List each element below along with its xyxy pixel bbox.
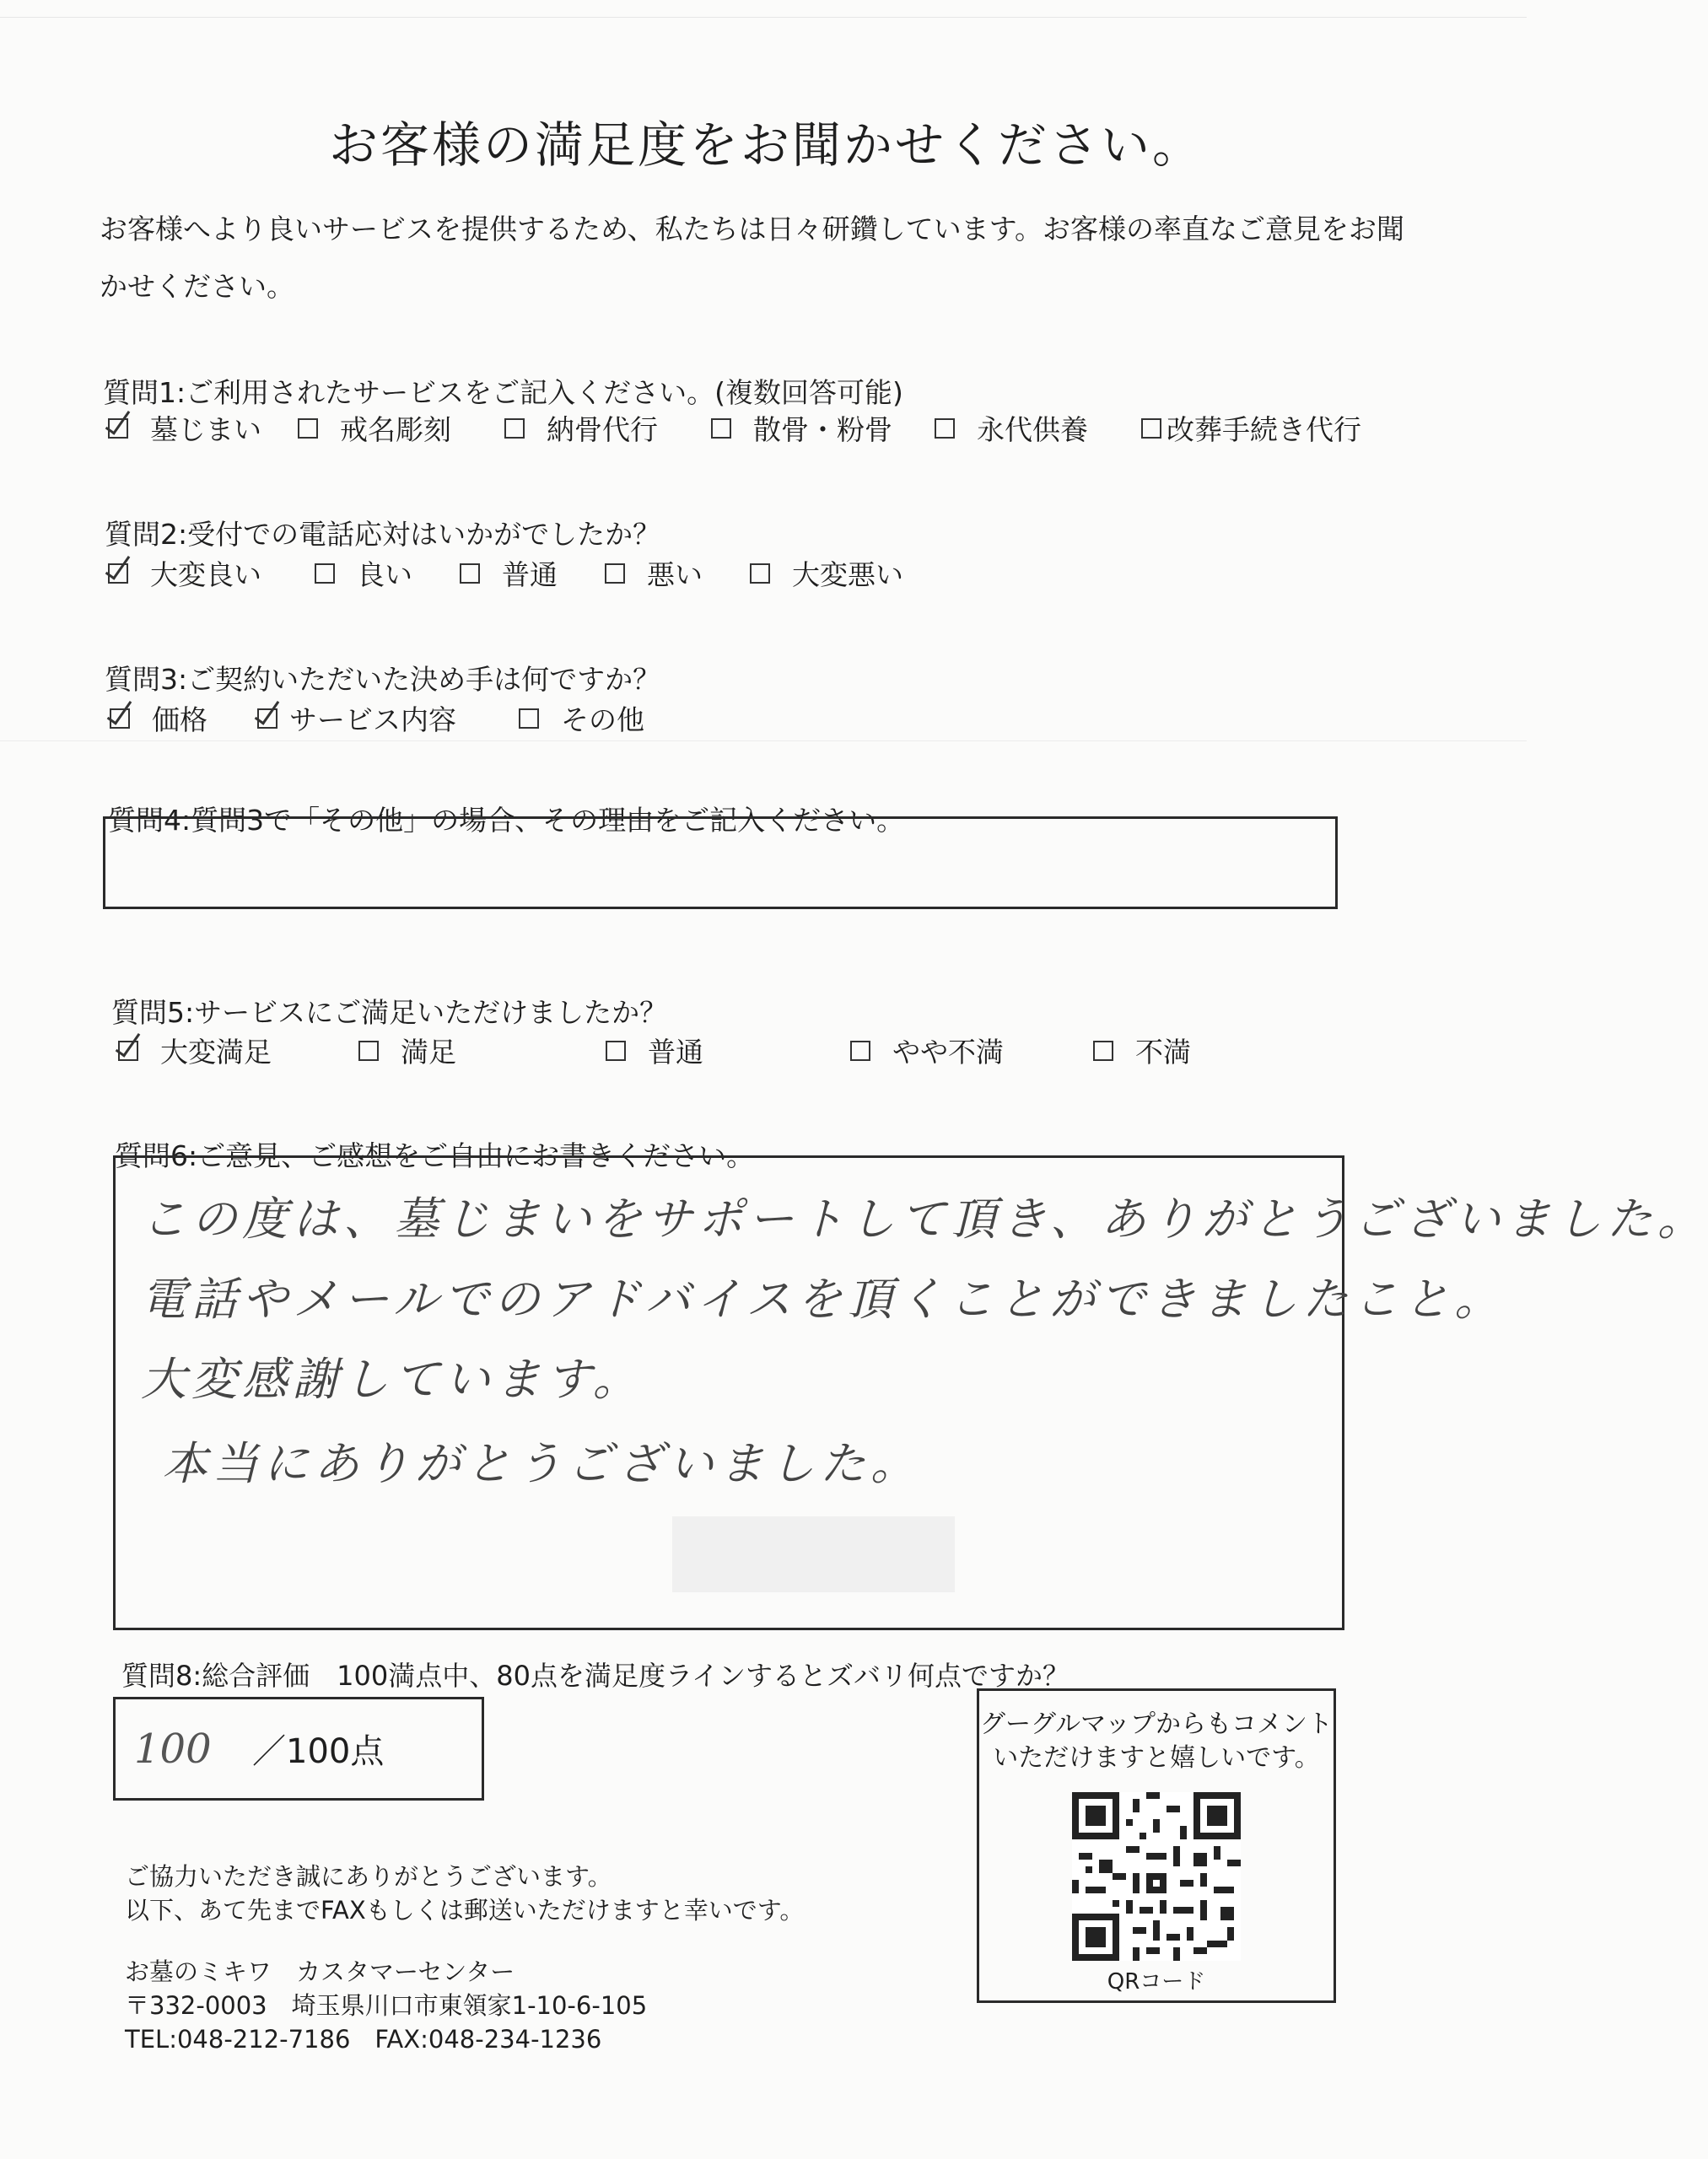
q1-option-label: 改葬手続き代行 — [1167, 413, 1361, 446]
q4-answer-field[interactable] — [103, 816, 1338, 909]
q5-option[interactable] — [118, 1031, 358, 1070]
q1-checkbox-5[interactable] — [1141, 418, 1161, 439]
q2-option-label: 良い — [357, 558, 412, 591]
q1-option[interactable] — [1141, 408, 1361, 448]
q5-checkbox-3[interactable] — [850, 1041, 870, 1061]
footer-address: 〒332-0003 埼玉県川口市東領家1-10-6-105 — [125, 1991, 648, 2020]
q3-options — [110, 698, 644, 738]
q5-option[interactable] — [358, 1031, 606, 1070]
q2-checkbox-2[interactable] — [460, 563, 480, 584]
q1-options — [108, 408, 1361, 448]
q3-label: 質問3:ご契約いただいた決め手は何ですか？ — [105, 663, 661, 696]
q6-line-3: 大変感謝しています。 — [141, 1353, 644, 1406]
q1-option[interactable] — [711, 408, 935, 448]
q3-option-label: 価格 — [152, 703, 207, 736]
q2-option-label: 大変悪い — [792, 558, 903, 591]
q2-option-label: 大変良い — [150, 558, 261, 591]
q5-checkbox-4[interactable] — [1093, 1041, 1113, 1061]
q6-label: 質問6:ご意見、ご感想をご自由にお書きください。 — [115, 1139, 755, 1172]
scan-edge — [0, 740, 1527, 741]
q2-checkbox-4[interactable] — [750, 563, 770, 584]
q3-checkbox-0[interactable] — [110, 708, 130, 729]
scan-edge — [0, 17, 1527, 18]
q1-checkbox-1[interactable] — [298, 418, 318, 439]
q5-checkbox-0[interactable] — [118, 1041, 138, 1061]
q3-option[interactable] — [110, 698, 257, 738]
q3-option[interactable] — [257, 698, 519, 738]
footer-thanks: ご協力いただき誠にありがとうございます。 — [125, 1862, 612, 1891]
q3-option-label: その他 — [561, 703, 644, 736]
q2-option[interactable] — [315, 553, 460, 593]
q2-option[interactable] — [605, 553, 750, 593]
q5-options — [118, 1031, 1191, 1070]
q1-option[interactable] — [504, 408, 711, 448]
q5-option-label: やや不満 — [892, 1036, 1004, 1069]
q1-option-label: 納骨代行 — [547, 413, 658, 446]
q5-label: 質問5:サービスにご満足いただけましたか？ — [111, 996, 668, 1029]
q5-option-label: 大変満足 — [160, 1036, 272, 1069]
footer-contact: TEL:048-212-7186 FAX:048-234-1236 — [125, 2025, 602, 2054]
q1-checkbox-3[interactable] — [711, 418, 731, 439]
q5-option[interactable] — [1093, 1031, 1191, 1070]
q2-option[interactable] — [750, 553, 903, 593]
q8-score-value: 100 — [134, 1725, 212, 1773]
q5-checkbox-1[interactable] — [358, 1041, 379, 1061]
q1-checkbox-4[interactable] — [935, 418, 955, 439]
q2-label: 質問2:受付での電話応対はいかがでしたか？ — [105, 518, 661, 551]
q6-line-1: この度は、墓じまいをサポートして頂き、ありがとうございました。 — [141, 1193, 1708, 1246]
q3-option[interactable] — [519, 698, 644, 738]
q5-option-label: 不満 — [1135, 1036, 1191, 1069]
q3-checkbox-2[interactable] — [519, 708, 539, 729]
q8-score-unit: ／100点 — [252, 1732, 385, 1771]
qr-code-image[interactable] — [1072, 1792, 1241, 1961]
q3-checkbox-1[interactable] — [257, 708, 277, 729]
q8-score-box[interactable] — [113, 1697, 484, 1801]
q8-label: 質問8:総合評価 100満点中、80点を満足度ラインするとズバリ何点ですか？ — [121, 1660, 1070, 1692]
footer-instruction: 以下、あて先までFAXもしくは郵送いただけますと幸いです。 — [125, 1896, 805, 1925]
q5-checkbox-2[interactable] — [606, 1041, 626, 1061]
q5-option-label: 普通 — [648, 1036, 703, 1069]
footer-org: お墓のミキワ カスタマーセンター — [125, 1957, 515, 1986]
q1-option[interactable] — [935, 408, 1141, 448]
q1-option-label: 散骨・粉骨 — [753, 413, 892, 446]
redacted-area — [672, 1516, 955, 1592]
q2-option-label: 悪い — [647, 558, 703, 591]
qr-caption: グーグルマップからもコメントいただけますと嬉しいです。 — [980, 1709, 1333, 1773]
q6-comment-box[interactable] — [113, 1155, 1708, 1630]
q1-option-label: 墓じまい — [150, 413, 261, 446]
qr-label: QRコード — [1107, 1969, 1206, 1995]
q1-label: 質問1:ご利用されたサービスをご記入ください。(複数回答可能) — [103, 376, 903, 409]
q1-checkbox-0[interactable] — [108, 418, 128, 439]
q1-option-label: 戒名彫刻 — [340, 413, 451, 446]
q4-label: 質問4:質問3で「その他」の場合、その理由をご記入ください。 — [108, 804, 905, 837]
q5-option[interactable] — [606, 1031, 850, 1070]
q1-checkbox-2[interactable] — [504, 418, 525, 439]
q1-option-label: 永代供養 — [977, 413, 1088, 446]
q2-option[interactable] — [108, 553, 315, 593]
q2-checkbox-3[interactable] — [605, 563, 625, 584]
q2-checkbox-1[interactable] — [315, 563, 335, 584]
q5-option[interactable] — [850, 1031, 1093, 1070]
q2-option[interactable] — [460, 553, 605, 593]
q2-options — [108, 553, 903, 593]
q3-option-label: サービス内容 — [289, 703, 456, 736]
q6-line-4: 本当にありがとうございました。 — [162, 1437, 921, 1490]
q2-option-label: 普通 — [502, 558, 558, 591]
page-title: お客様の満足度をお聞かせください。 — [329, 116, 1204, 174]
qr-panel — [977, 1688, 1336, 2003]
q1-option[interactable] — [108, 408, 298, 448]
q5-option-label: 満足 — [401, 1036, 456, 1069]
q2-checkbox-0[interactable] — [108, 563, 128, 584]
q1-option[interactable] — [298, 408, 504, 448]
q6-line-2: 電話やメールでのアドバイスを頂くことができましたこと。 — [141, 1273, 1506, 1326]
intro-text: お客様へより良いサービスを提供するため、私たちは日々研鑽しています。お客様の率直なご意見をお聞かせください。 — [100, 213, 1405, 303]
